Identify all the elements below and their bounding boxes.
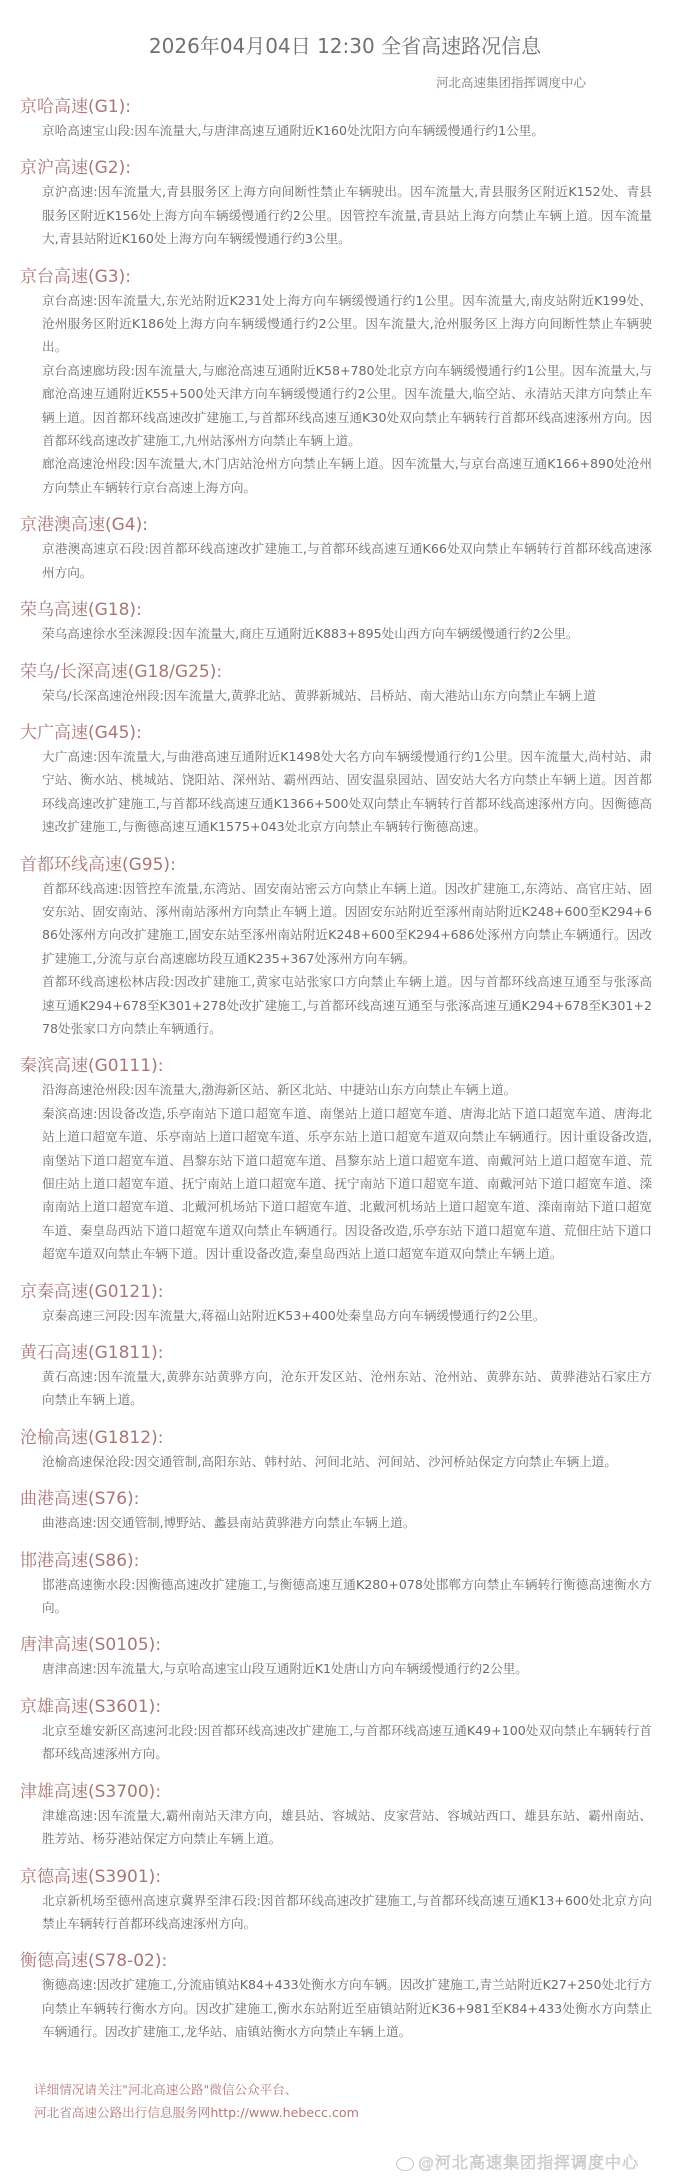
highway-heading: 京沪高速(G2): xyxy=(20,158,131,179)
highway-heading: 荣乌/长深高速(G18/G25): xyxy=(20,661,223,682)
road-condition-text: 廊沧高速沧州段:因车流量大,木门店站沧州方向禁止车辆上道。因车流量大,与京台高速互通K166+890处沧州方向禁止车辆转行京台高速上海方向。 xyxy=(42,456,652,495)
highway-heading: 邯港高速(S86): xyxy=(20,1550,140,1571)
highway-section xyxy=(0,853,690,1041)
road-condition-text: 黄石高速:因车流量大,黄骅东站黄骅方向，沧东开发区站、沧州东站、沧州站、黄骅东站、黄骅港站石家庄方向禁止车辆上道。 xyxy=(42,1369,652,1408)
road-condition-text: 首都环线高速:因管控车流量,东湾站、固安南站密云方向禁止车辆上道。因改扩建施工,东湾站、高官庄站、固安东站、固安南站、涿州南站涿州方向禁止车辆上道。因固安东站附近至涿州南站附近K248+600至K294+686处涿州方向改扩建施工,固安东站至涿州南站附近K248+600至K294+686处涿州方向禁止车辆通行。因改扩建施工,分流与京台高速廊坊段互通K235+367处涿州方向车辆。 xyxy=(42,880,652,966)
weibo-watermark xyxy=(396,2150,639,2173)
highway-heading: 黄石高速(G1811): xyxy=(20,1343,164,1364)
footer-line-wechat: 详细情况请关注"河北高速公路"微信公众平台、 xyxy=(34,2082,298,2097)
road-condition-text: 京秦高速三河段:因车流量大,蒋福山站附近K53+400处秦皇岛方向车辆缓慢通行约2公里。 xyxy=(42,1307,546,1323)
road-condition-text: 津雄高速:因车流量大,霸州南站天津方向，雄县站、容城站、皮家营站、容城站西口、雄县东站、霸州南站、胜芳站、杨芬港站保定方向禁止车辆上道。 xyxy=(42,1807,652,1847)
highway-section xyxy=(0,1949,690,2043)
road-condition-text: 衡德高速:因改扩建施工,分流庙镇站K84+433处衡水方向车辆。因改扩建施工,青兰站附近K27+250处北行方向禁止车辆转行衡水方向。因改扩建施工,衡水东站附近至庙镇站附近K36+981至K84+433处衡水方向禁止车辆通行。因改扩建施工,龙华站、庙镇站衡水方向禁止车辆上道。 xyxy=(42,1977,652,2040)
highway-section xyxy=(0,1865,690,1936)
road-condition-text: 曲港高速:因交通管制,博野站、蠡县南站黄骅港方向禁止车辆上道。 xyxy=(42,1515,416,1531)
highway-heading: 京港澳高速(G4): xyxy=(20,515,148,536)
road-condition-text: 北京至雄安新区高速河北段:因首都环线高速改扩建施工,与首都环线高速互通K49+100处双向禁止车辆转行首都环线高速涿州方向。 xyxy=(42,1722,652,1762)
weibo-account: @河北高速集团指挥调度中心 xyxy=(418,2153,640,2172)
road-condition-text: 京港澳高速京石段:因首都环线高速改扩建施工,与首都环线高速互通K66处双向禁止车辆转行首都环线高速涿州方向。 xyxy=(42,541,652,580)
highway-section xyxy=(0,598,690,645)
highway-section xyxy=(0,1280,690,1327)
road-condition-text: 京哈高速宝山段:因车流量大,与唐津高速互通附近K160处沈阳方向车辆缓慢通行约1公里。 xyxy=(42,123,544,138)
highway-section xyxy=(0,156,690,250)
highway-section xyxy=(0,1487,690,1534)
highway-section xyxy=(0,1780,690,1851)
highway-heading: 京秦高速(G0121): xyxy=(20,1281,164,1302)
highway-heading: 大广高速(G45): xyxy=(20,722,142,743)
highway-section xyxy=(0,660,690,707)
road-condition-text: 京沪高速:因车流量大,青县服务区上海方向间断性禁止车辆驶出。因车流量大,青县服务区附近K152处、青县服务区附近K156处上海方向车辆缓慢通行约2公里。因管控车流量,青县站上海方向禁止车辆上道。因车流量大,青县站附近K160处上海方向车辆缓慢通行约3公里。 xyxy=(42,184,652,247)
highway-heading: 首都环线高速(G95): xyxy=(20,854,176,875)
road-condition-text: 首都环线高速松林店段:因改扩建施工,黄家屯站张家口方向禁止车辆上道。因与首都环线高速互通至与张涿高速互通K294+678至K301+278处改扩建施工,与首都环线高速互通至与张涿高速互通K294+678至K301+278处张家口方向禁止车辆通行。 xyxy=(42,974,652,1036)
highway-heading: 曲港高速(S76): xyxy=(20,1489,140,1510)
highway-heading: 秦滨高速(G0111): xyxy=(20,1056,164,1077)
highway-heading: 唐津高速(S0105): xyxy=(20,1635,162,1656)
highway-section xyxy=(0,265,690,500)
highway-heading: 沧榆高速(G1812): xyxy=(20,1427,164,1448)
road-condition-text: 荣乌/长深高速沧州段:因车流量大,黄骅北站、黄骅新城站、吕桥站、南大港站山东方向禁止车辆上道 xyxy=(42,687,597,703)
highway-section xyxy=(0,1633,690,1680)
road-condition-text: 唐津高速:因车流量大,与京哈高速宝山段互通附近K1处唐山方向车辆缓慢通行约2公里。 xyxy=(42,1661,528,1677)
highway-heading: 京雄高速(S3601): xyxy=(20,1696,162,1717)
road-condition-text: 荣乌高速徐水至涞源段:因车流量大,商庄互通附近K883+895处山西方向车辆缓慢通行约2公里。 xyxy=(42,626,579,642)
highway-heading: 京哈高速(G1): xyxy=(20,97,131,117)
publisher-name: 河北高速集团指挥调度中心 xyxy=(436,75,587,90)
road-condition-text: 京台高速:因车流量大,东光站附近K231处上海方向车辆缓慢通行约1公里。因车流量大,南皮站附近K199处、沧州服务区附近K186处上海方向车辆缓慢通行约2公里。因车流量大,沧州服务区上海方向间断性禁止车辆驶出。 xyxy=(42,292,652,355)
footer-line-website[interactable]: 河北省高速公路出行信息服务网http://www.hebecc.com xyxy=(34,2105,359,2120)
highway-heading: 衡德高速(S78-02): xyxy=(20,1951,168,1972)
road-condition-text: 邯港高速衡水段:因衡德高速改扩建施工,与衡德高速互通K280+078处邯郸方向禁止车辆转行衡德高速衡水方向。 xyxy=(42,1576,652,1616)
road-condition-text: 沧榆高速保沧段:因交通管制,高阳东站、韩村站、河间北站、河间站、沙河桥站保定方向禁止车辆上道。 xyxy=(42,1453,617,1469)
highway-heading: 京台高速(G3): xyxy=(20,266,131,287)
highway-heading: 荣乌高速(G18): xyxy=(20,600,142,621)
highway-section xyxy=(0,95,690,142)
highway-heading: 津雄高速(S3700): xyxy=(20,1781,162,1802)
highway-section xyxy=(0,513,690,584)
road-condition-text: 大广高速:因车流量大,与曲港高速互通附近K1498处大名方向车辆缓慢通行约1公里。因车流量大,尚村站、肃宁站、衡水站、桃城站、饶阳站、深州站、霸州西站、固安温泉园站、固安站大名方向禁止车辆上道。因首都环线高速改扩建施工,与首都环线高速互通K1366+500处双向禁止车辆转行首都环线高速涿州方向。因衡德高速改扩建施工,与衡德高速互通K1575+043处北京方向禁止车辆转行衡德高速。 xyxy=(42,748,652,835)
footer-note xyxy=(34,2078,359,2124)
highway-section xyxy=(0,721,690,839)
road-status-list xyxy=(0,95,690,2058)
highway-section xyxy=(0,1341,690,1412)
road-condition-text: 北京新机场至德州高速京冀界至津石段:因首都环线高速改扩建施工,与首都环线高速互通K13+600处北京方向禁止车辆转行首都环线高速涿州方向。 xyxy=(42,1892,652,1931)
highway-section xyxy=(0,1549,690,1620)
highway-section xyxy=(0,1695,690,1766)
page-title: 2026年04月04日 12:30 全省高速路况信息 xyxy=(148,34,542,58)
road-condition-text: 秦滨高速:因设备改造,乐亭南站下道口超宽车道、南堡站上道口超宽车道、唐海北站下道口超宽车道、唐海北站上道口超宽车道、乐亭南站上道口超宽车道、乐亭东站上道口超宽车道双向禁止车辆通行。因计重设备改造,南堡站下道口超宽车道、昌黎东站下道口超宽车道、昌黎东站上道口超宽车道、南戴河站上道口超宽车道、荒佃庄站上道口超宽车道、抚宁南站上道口超宽车道、抚宁南站下道口超宽车道、南戴河站下道口超宽车道、滦南南站上道口超宽车道、北戴河机场站下道口超宽车道、北戴河机场站上道口超宽车道、滦南南站下道口超宽车道、秦皇岛西站下道口超宽车道双向禁止车辆通行。因设备改造,乐亭东站下道口超宽车道、荒佃庄站下道口超宽车道双向禁止车辆下道。因计重设备改造,秦皇岛西站上道口超宽车道双向禁止车辆上道。 xyxy=(42,1105,652,1262)
highway-section xyxy=(0,1054,690,1265)
weibo-icon xyxy=(396,2157,414,2171)
road-condition-text: 京台高速廊坊段:因车流量大,与廊沧高速互通附近K58+780处北京方向车辆缓慢通行约1公里。因车流量大,与廊沧高速互通附近K55+500处天津方向车辆缓慢通行约2公里。因车流量大,临空站、永清站天津方向禁止车辆上道。因首都环线高速改扩建施工,与首都环线高速互通K30处双向禁止车辆转行首都环线高速涿州方向。因首都环线高速改扩建施工,九州站涿州方向禁止车辆上道。 xyxy=(42,362,652,449)
highway-heading: 京德高速(S3901): xyxy=(20,1866,162,1887)
highway-section xyxy=(0,1426,690,1473)
road-condition-text: 沿海高速沧州段:因车流量大,渤海新区站、新区北站、中捷站山东方向禁止车辆上道。 xyxy=(42,1082,517,1098)
